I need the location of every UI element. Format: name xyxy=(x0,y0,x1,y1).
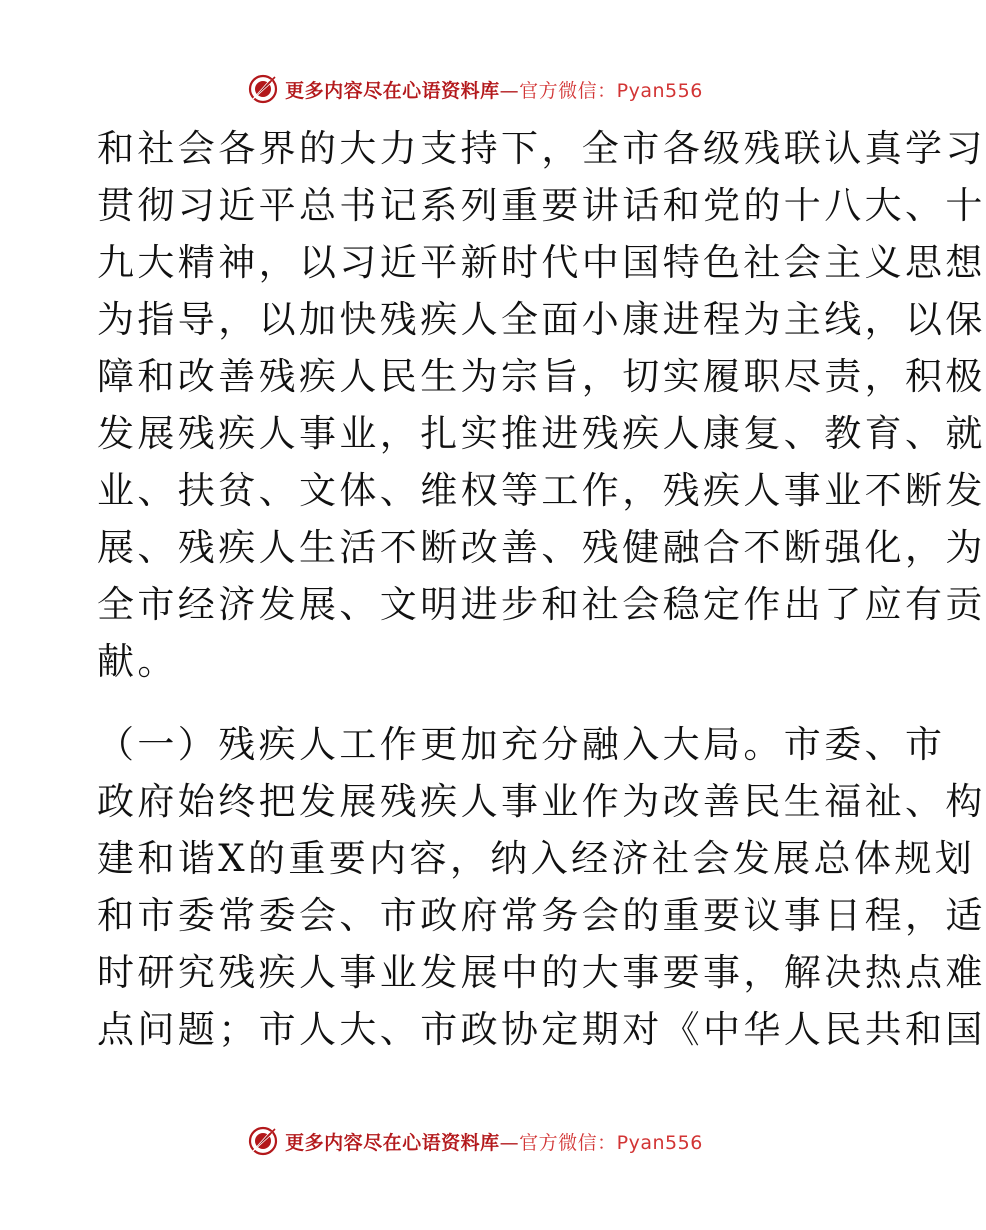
watermark-site-text: 更多内容尽在心语资料库 xyxy=(285,1131,500,1154)
watermark-dash: — xyxy=(499,79,520,102)
text-line: 业、扶贫、文体、维权等工作，残疾人事业不断发 xyxy=(97,469,986,512)
text-line: 建和谐X的重要内容，纳入经济社会发展总体规划 xyxy=(97,837,976,880)
text-line: 发展残疾人事业，扎实推进残疾人康复、教育、就 xyxy=(97,412,986,455)
text-line: 障和改善残疾人民生为宗旨，切实履职尽责，积极 xyxy=(97,355,986,398)
text-line: 全市经济发展、文明进步和社会稳定作出了应有贡 xyxy=(97,583,986,626)
text-line: 和社会各界的大力支持下，全市各级残联认真学习 xyxy=(97,127,986,170)
text-line: 点问题；市人大、市政协定期对《中华人民共和国 xyxy=(97,1008,986,1051)
text-line: 和市委常委会、市政府常务会的重要议事日程，适 xyxy=(97,894,986,937)
watermark-site-text: 更多内容尽在心语资料库 xyxy=(285,79,500,102)
paragraph-2 xyxy=(97,716,986,1058)
text-line: 展、残疾人生活不断改善、残健融合不断强化，为 xyxy=(97,526,986,569)
quill-pen-logo-icon xyxy=(247,1125,279,1157)
document-body xyxy=(97,120,986,1058)
header-watermark xyxy=(0,72,950,106)
paragraph-1 xyxy=(97,120,986,690)
watermark-wechat-text: 官方微信：Pyan556 xyxy=(519,79,703,102)
watermark-dash: — xyxy=(499,1131,520,1154)
text-line: 政府始终把发展残疾人事业作为改善民生福祉、构 xyxy=(97,780,986,823)
text-line: 贯彻习近平总书记系列重要讲话和党的十八大、十 xyxy=(97,184,986,227)
watermark-text xyxy=(285,1128,703,1155)
text-line: 献。 xyxy=(97,640,178,683)
quill-pen-logo-icon xyxy=(247,73,279,105)
watermark-text xyxy=(285,76,703,103)
footer-watermark xyxy=(0,1124,950,1158)
text-line: 时研究残疾人事业发展中的大事要事，解决热点难 xyxy=(97,951,986,994)
watermark-wechat-text: 官方微信：Pyan556 xyxy=(519,1131,703,1154)
text-line: 九大精神，以习近平新时代中国特色社会主义思想 xyxy=(97,241,986,284)
text-line: 为指导，以加快残疾人全面小康进程为主线，以保 xyxy=(97,298,986,341)
paragraph-spacer xyxy=(97,690,857,716)
text-line: （一）残疾人工作更加充分融入大局。市委、市 xyxy=(97,723,946,766)
